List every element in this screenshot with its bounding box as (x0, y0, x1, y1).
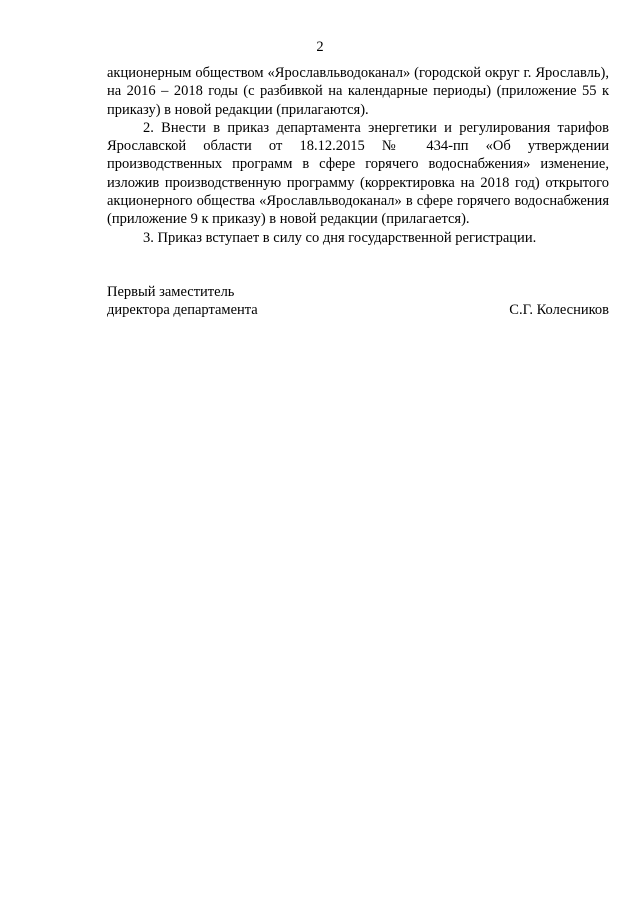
paragraph-item-2: 2. Внести в приказ департамента энергетики и регулирования тарифов Ярославской области от 18.12.2015 № 434-пп «Об утверждении производственных программ в сфере горячего водоснабжения» изменение, изложив производственную программу (корректировка на 2018 год) открытого акционерного общества «Ярославльводоканал» в сфере горячего водоснабжения (приложение 9 к приказу) в новой редакции (прилагается). (107, 119, 609, 228)
signatory-position-line1: Первый заместитель (107, 284, 235, 300)
signature-line (107, 301, 609, 319)
paragraph-continuation: акционерным обществом «Ярославльводоканал» (городской округ г. Ярославль), на 2016 – 2018 годы (с разбивкой на календарные периоды) (приложение 55 к приказу) в новой редакции (прилагаются). (107, 65, 609, 118)
signatory-name: С.Г. Колесников (509, 302, 609, 319)
page-number: 2 (316, 39, 324, 55)
paragraph-item-3: 3. Приказ вступает в силу со дня государственной регистрации. (143, 229, 537, 246)
signatory-position-line2: директора департамента (107, 302, 258, 319)
document-body (107, 64, 609, 247)
signature-block (107, 283, 609, 320)
